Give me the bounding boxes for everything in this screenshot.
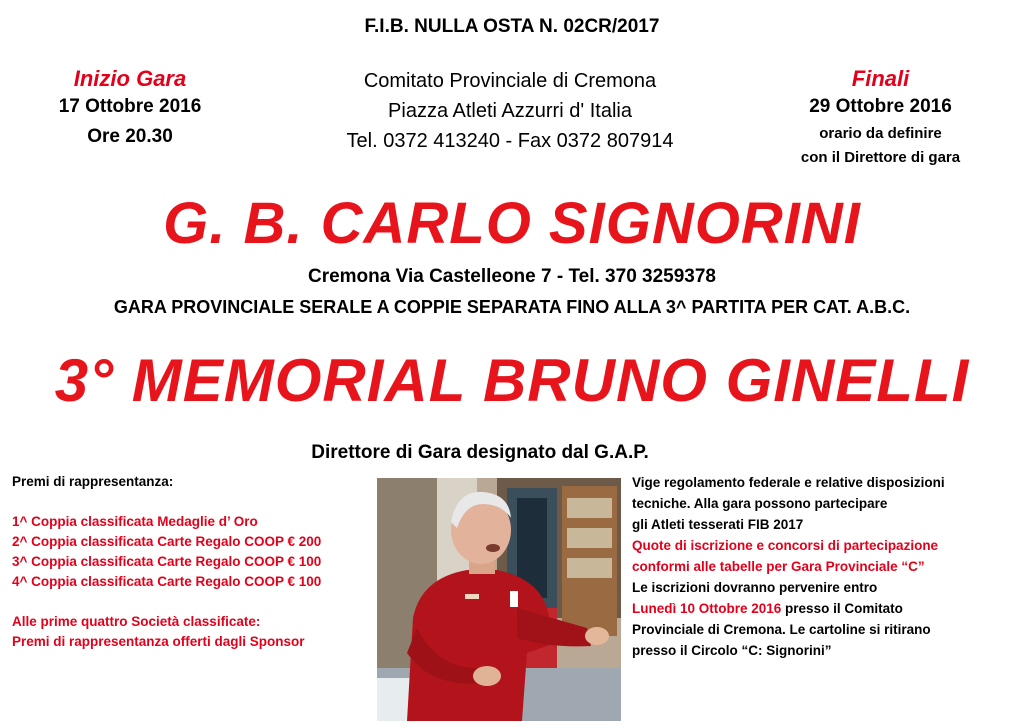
- director-line: Direttore di Gara designato dal G.A.P.: [311, 442, 649, 463]
- finals-info: [768, 66, 993, 170]
- registration-line: Le iscrizioni dovranno pervenire entro: [632, 580, 878, 595]
- prizes-heading: Premi di rappresentanza:: [12, 474, 174, 489]
- fib-nulla-osta: F.I.B. NULLA OSTA N. 02CR/2017: [364, 16, 660, 37]
- finals-note-2: con il Direttore di gara: [800, 149, 961, 166]
- registration-line: presso il Circolo “C: Signorini”: [632, 643, 832, 658]
- rules-line: tecniche. Alla gara possono partecipare: [632, 496, 888, 511]
- start-title: Inizio Gara: [73, 66, 187, 91]
- club-name: G. B. CARLO SIGNORINI: [163, 191, 861, 256]
- fees-line: Quote di iscrizione e concorsi di partecipazione: [632, 538, 939, 553]
- start-info: [20, 66, 240, 152]
- memorial-title: 3° MEMORIAL BRUNO GINELLI: [54, 347, 970, 414]
- registration-deadline-line: [632, 598, 1022, 619]
- committee-address: Piazza Atleti Azzurri d' Italia: [388, 100, 632, 122]
- committee-phone: Tel. 0372 413240 - Fax 0372 807914: [346, 130, 674, 152]
- societies-heading: Alle prime quattro Società classificate:: [12, 614, 261, 629]
- gara-description: GARA PROVINCIALE SERALE A COPPIE SEPARATA FINO ALLA 3^ PARTITA PER CAT. A.B.C.: [113, 297, 911, 317]
- start-date: 17 Ottobre 2016: [58, 96, 202, 117]
- societies-text: Premi di rappresentanza offerti dagli Sponsor: [12, 634, 305, 649]
- prize-item: 2^ Coppia classificata Carte Regalo COOP € 200: [12, 534, 322, 549]
- start-time: Ore 20.30: [87, 126, 173, 147]
- photo-bruno-ginelli: [377, 478, 621, 721]
- prizes-section: [12, 472, 372, 652]
- rules-line: Vige regolamento federale e relative disposizioni: [632, 475, 945, 490]
- fees-line: conformi alle tabelle per Gara Provinciale “C”: [632, 559, 925, 574]
- rules-section: [632, 472, 1022, 661]
- committee-info: [300, 66, 720, 156]
- prize-item: 3^ Coppia classificata Carte Regalo COOP € 100: [12, 554, 322, 569]
- finals-title: Finali: [851, 66, 910, 91]
- prize-item: 1^ Coppia classificata Medaglie d’ Oro: [12, 514, 258, 529]
- committee-name: Comitato Provinciale di Cremona: [363, 70, 657, 92]
- registration-line: Provinciale di Cremona. Le cartoline si ritirano: [632, 622, 931, 637]
- rules-line: gli Atleti tesserati FIB 2017: [632, 517, 804, 532]
- club-address: Cremona Via Castelleone 7 - Tel. 370 3259378: [307, 266, 717, 287]
- finals-note-1: orario da definire: [819, 125, 942, 142]
- prize-item: 4^ Coppia classificata Carte Regalo COOP € 100: [12, 574, 322, 589]
- registration-deadline-date: Lunedì 10 Ottobre 2016: [632, 601, 782, 616]
- registration-deadline-rest: presso il Comitato: [781, 601, 903, 616]
- finals-date: 29 Ottobre 2016: [809, 96, 952, 117]
